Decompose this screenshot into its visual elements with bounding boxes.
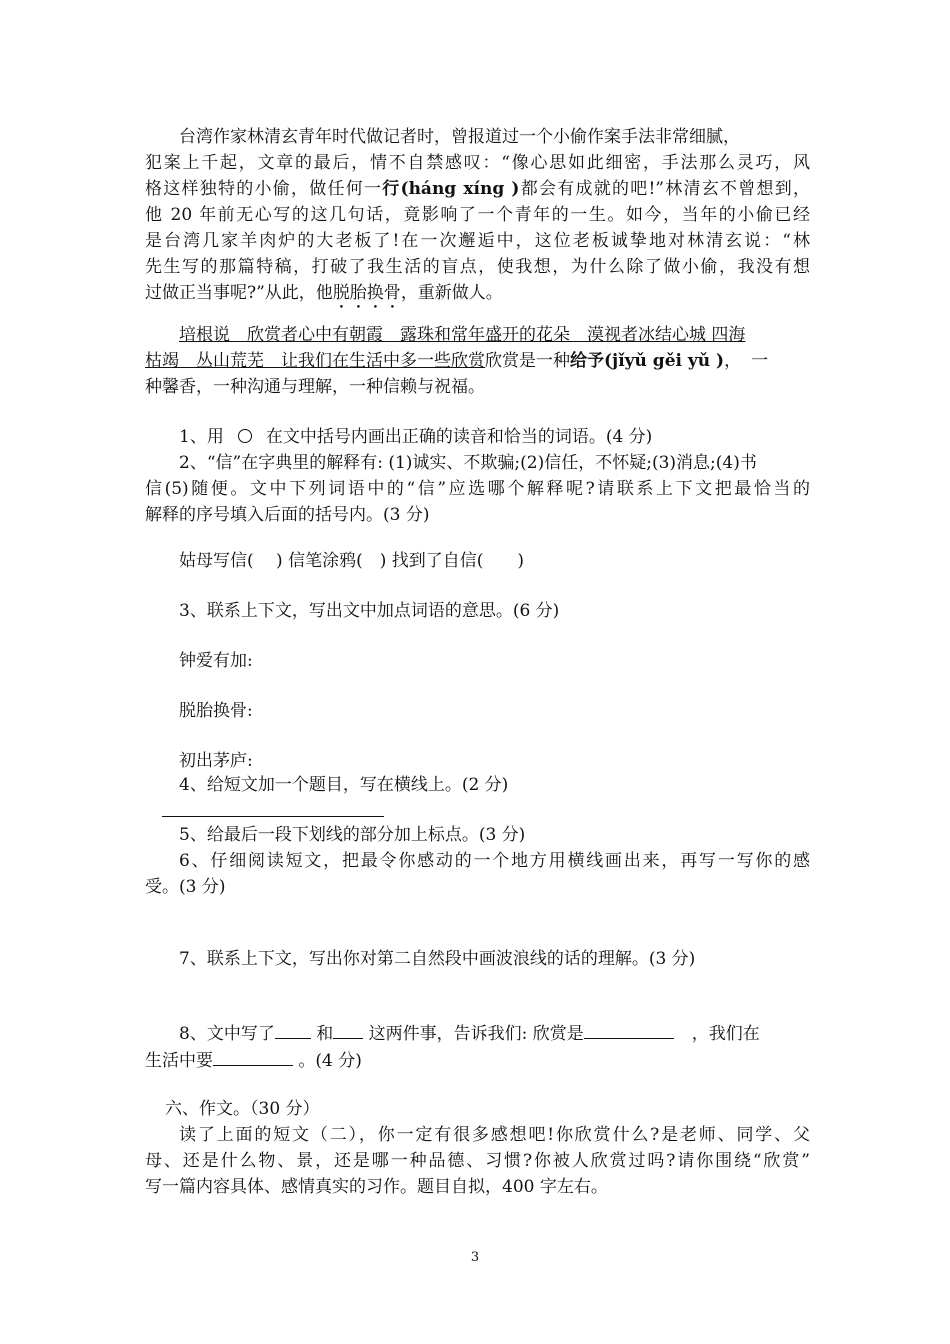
text-line: 是台湾几家羊肉炉的大老板了!在一次邂逅中，这位老板诚挚地对林清玄说：“林 xyxy=(145,231,810,251)
text-line: 枯竭 丛山荒芜 让我们在生活中多一些欣赏欣赏是一种给予(jǐyǔ gěi yǔ )，一 xyxy=(145,351,779,371)
question-3-word-3: 初出茅庐: xyxy=(179,751,253,771)
answer-blank[interactable] xyxy=(584,1020,674,1039)
question-4: 4、给短文加一个题目，写在横线上。(2 分) xyxy=(179,775,509,795)
question-3: 3、联系上下文，写出文中加点词语的意思。(6 分) xyxy=(179,601,560,621)
question-2-items: 姑母写信( ) 信笔涂鸦( ) 找到了自信( ) xyxy=(179,551,525,571)
question-1: 1、用 在文中括号内画出正确的读音和恰当的词语。(4 分) xyxy=(179,427,653,447)
answer-blank[interactable] xyxy=(333,1020,363,1039)
circle-icon xyxy=(238,429,252,443)
text-line: 格这样独特的小偷，做任何一行(háng xíng )都会有成就的吧!”林清玄不曾想到， xyxy=(145,179,810,199)
composition-section: 六、作文。（30 分） 读了上面的短文（二），你一定有很多感想吧!你欣赏什么?是老师、同学、父 母、还是什么物、景，还是哪一种品德、习惯?你被人欣赏过吗?请你围绕“欣赏” 写一篇内容具体、感情真实的习作。题目自拟，400 字左右。 xyxy=(145,1096,810,1200)
text-line: 过做正当事呢?”从此，他脱胎换骨，重新做人。 xyxy=(145,283,503,303)
question-5: 5、给最后一段下划线的部分加上标点。(3 分) xyxy=(179,825,526,845)
text-line: 先生写的那篇特稿，打破了我生活的盲点，使我想，为什么除了做小偷，我没有想 xyxy=(145,257,810,277)
underlined-text: 培根说 欣赏者心中有朝霞 露珠和常年盛开的花朵 漠视者冰结心城 四海 xyxy=(179,325,746,345)
underlined-text: 枯竭 丛山荒芜 让我们在生活中多一些欣赏 xyxy=(145,351,485,371)
answer-blank[interactable] xyxy=(275,1020,311,1039)
question-3-word-2: 脱胎换骨: xyxy=(179,701,253,721)
text-line: 种馨香，一种沟通与理解，一种信赖与祝福。 xyxy=(145,377,485,397)
question-3-word-1: 钟爱有加: xyxy=(179,651,253,671)
text-line: 台湾作家林清玄青年时代做记者时，曾报道过一个小偷作案手法非常细腻， xyxy=(179,127,740,147)
answer-blank[interactable] xyxy=(213,1047,293,1066)
passage-paragraph-1 xyxy=(145,124,810,313)
pronunciation-choice: 行(háng xíng ) xyxy=(382,179,520,199)
pronunciation-choice: 给予(jǐyǔ gěi yǔ ) xyxy=(570,351,725,371)
question-2: 2、“信”在字典里的解释有: (1)诚实、不欺骗;(2)信任，不怀疑;(3)消息;(4)书 信(5)随便。文中下列词语中的“信”应选哪个解释呢?请联系上下文把最恰当的 解释的序号填入后面的括号内。(3 分) xyxy=(145,453,810,525)
question-6: 6、仔细阅读短文，把最令你感动的一个地方用横线画出来，再写一写你的感 受。(3 分) xyxy=(145,851,810,897)
dotted-word: 脱胎换骨 xyxy=(332,283,401,303)
text-line: 他 20 年前无心写的这几句话，竟影响了一个青年的一生。如今，当年的小偷已经 xyxy=(145,205,810,225)
title-answer-line xyxy=(162,816,384,817)
section-heading: 六、作文。（30 分） xyxy=(165,1099,320,1119)
text-line: 犯案上千起，文章的最后，情不自禁感叹：“像心思如此细密，手法那么灵巧，风 xyxy=(145,153,810,173)
page-number: 3 xyxy=(470,1250,480,1265)
question-7: 7、联系上下文，写出你对第二自然段中画波浪线的话的理解。(3 分) xyxy=(179,949,696,969)
passage-paragraph-2 xyxy=(145,322,810,400)
question-8: 8、文中写了 和 这两件事，告诉我们: 欣赏是 ，我们在 生活中要 。(4 分) xyxy=(145,1020,810,1074)
